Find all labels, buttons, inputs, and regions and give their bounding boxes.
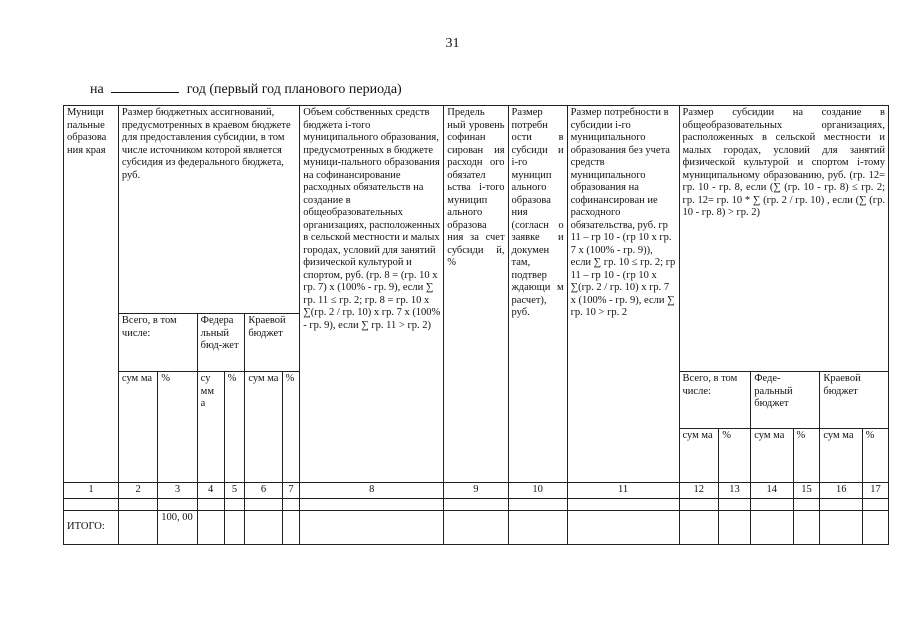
header-percent-col17: %	[865, 429, 875, 441]
empty-cell	[444, 510, 508, 544]
empty-cell	[118, 510, 157, 544]
table-heading	[90, 80, 402, 98]
header-total-right: Всего, в том числе:	[680, 372, 751, 428]
subsidy-subheaders	[679, 372, 888, 483]
header-sum-col6: сум ма	[245, 372, 282, 483]
subsidy-table	[63, 105, 889, 545]
col-number: 4	[197, 483, 224, 499]
empty-cell	[64, 498, 119, 510]
col-number: 5	[224, 483, 245, 499]
col-number: 7	[282, 483, 300, 499]
total-row	[64, 510, 889, 544]
empty-cell	[862, 510, 888, 544]
empty-cell	[793, 498, 820, 510]
heading-suffix: год (первый год планового периода)	[186, 82, 402, 97]
empty-cell	[508, 510, 567, 544]
empty-data-row	[64, 498, 889, 510]
col-number: 9	[444, 483, 508, 499]
header-municipalities: Муници пальные образова ния края	[64, 106, 119, 483]
header-percent-col7: %	[282, 372, 300, 483]
empty-cell	[862, 498, 888, 510]
empty-cell	[282, 498, 300, 510]
empty-cell	[224, 510, 245, 544]
empty-cell	[718, 510, 750, 544]
col-number: 10	[508, 483, 567, 499]
empty-cell	[158, 498, 197, 510]
header-percent-col3: %	[158, 372, 197, 483]
header-budget-allocations: Размер бюджетных ассигнований, предусмотренных в краевом бюджете для предоставления субсидии, в том числе источником которой является субсидия из федерального бюджета, руб.	[118, 106, 299, 314]
header-federal-right: Феде-ральный бюджет	[751, 372, 820, 428]
year-blank-line	[111, 80, 179, 93]
empty-cell	[197, 498, 224, 510]
empty-cell	[751, 498, 793, 510]
empty-cell	[245, 498, 282, 510]
col-number: 2	[118, 483, 157, 499]
col-number: 3	[158, 483, 197, 499]
total-percent-value: 100, 00	[158, 510, 197, 544]
empty-cell	[679, 498, 718, 510]
header-row-1	[64, 106, 889, 314]
col-number: 1	[64, 483, 119, 499]
header-need-without-own-funds: Размер потребности в субсидии i-го муниципального образования без учета средств муниципального образования на софинансирован ие расходного обязательства, руб. гр 11 – гр 10 - (гр 10 х гр. 7 х (100% - гр. 9)), если ∑ гр. 10 ≤ гр. 2; гр 11 – гр 10 - (гр 10 х ∑(гр. 2 / гр. 10) х гр. 7 х (100% - гр. 9), если ∑ гр. 10 > гр. 2	[567, 106, 679, 483]
column-numbers-row	[64, 483, 889, 499]
header-percent-col5: %	[224, 372, 245, 483]
header-total-left: Всего, в том числе:	[118, 314, 197, 372]
col-number: 6	[245, 483, 282, 499]
header-sum-col16: сум ма	[820, 428, 862, 482]
col-number: 15	[793, 483, 820, 499]
empty-cell	[444, 498, 508, 510]
header-federal-left: Федера льный бюд-жет	[197, 314, 245, 372]
page-number: 31	[445, 36, 460, 51]
header-regional-right: Краевой бюджет	[820, 372, 888, 428]
col-number: 13	[718, 483, 750, 499]
empty-cell	[300, 498, 444, 510]
header-percent-col15: %	[793, 428, 820, 482]
header-subsidy-size: Размер субсидии на создание в общеобразовательных организациях, расположенных в сельской местности и малых городах, условий для занятий физической культурой и спортом i-тому муниципальному образованию, руб. (гр. 12= гр. 10 - гр. 8, если (∑ (гр. 10 - гр. 8) ≤ гр. 2; гр. 12= гр. 10 * ∑ (гр. 2 / гр. 10) , если (∑ (гр. 10 - гр. 8) > гр. 2)	[679, 106, 888, 372]
empty-cell	[567, 498, 679, 510]
header-cofinancing-limit: Предель ный уровень софинан сирован ия расходн ого обязател ьства i-того муницип ального образова ния за счет субсиди й, %	[444, 106, 508, 483]
header-sum-col4: су мм а	[197, 372, 224, 483]
empty-cell	[679, 510, 718, 544]
empty-cell	[508, 498, 567, 510]
col-number: 16	[820, 483, 862, 499]
heading-prefix: на	[90, 82, 104, 97]
empty-cell	[820, 510, 862, 544]
col-number: 17	[862, 483, 888, 499]
header-own-funds: Объем собственных средств бюджета i-того муниципального образования, предусмотренных в бюджете муници-пального образования на софинансирование расходных обязательств на создание в общеобразовательных организациях, расположенных в сельской местности и малых городах, условий для занятий физической культурой и спортом, руб. (гр. 8 = (гр. 10 х гр. 7) х (100% - гр. 9), если ∑ гр. 11 ≤ гр. 2; гр. 8 = гр. 10 х ∑(гр. 2 / гр. 10) х гр. 7 х (100% - гр. 9), если ∑ гр. 11 > гр. 2)	[300, 106, 444, 483]
header-sum-col14: сум ма	[751, 428, 793, 482]
empty-cell	[282, 510, 300, 544]
total-label: ИТОГО:	[64, 510, 119, 544]
col-number: 8	[300, 483, 444, 499]
empty-cell	[224, 498, 245, 510]
empty-cell	[567, 510, 679, 544]
col-number: 14	[751, 483, 793, 499]
col-number: 11	[567, 483, 679, 499]
empty-cell	[793, 510, 820, 544]
header-need-size: Размер потребн ости в субсиди и i-го муницип ального образова ния (согласн о заявке и докумен там, подтвер ждающи м расчет), руб.	[508, 106, 567, 483]
empty-cell	[197, 510, 224, 544]
header-sum-col2: сум ма	[118, 372, 157, 483]
empty-cell	[300, 510, 444, 544]
col-number: 12	[679, 483, 718, 499]
empty-cell	[718, 498, 750, 510]
empty-cell	[820, 498, 862, 510]
empty-cell	[245, 510, 282, 544]
header-sum-col12: сум ма	[680, 428, 719, 482]
empty-cell	[118, 498, 157, 510]
header-percent-col13: %	[719, 428, 751, 482]
header-regional-left: Краевой бюджет	[245, 314, 300, 372]
empty-cell	[751, 510, 793, 544]
